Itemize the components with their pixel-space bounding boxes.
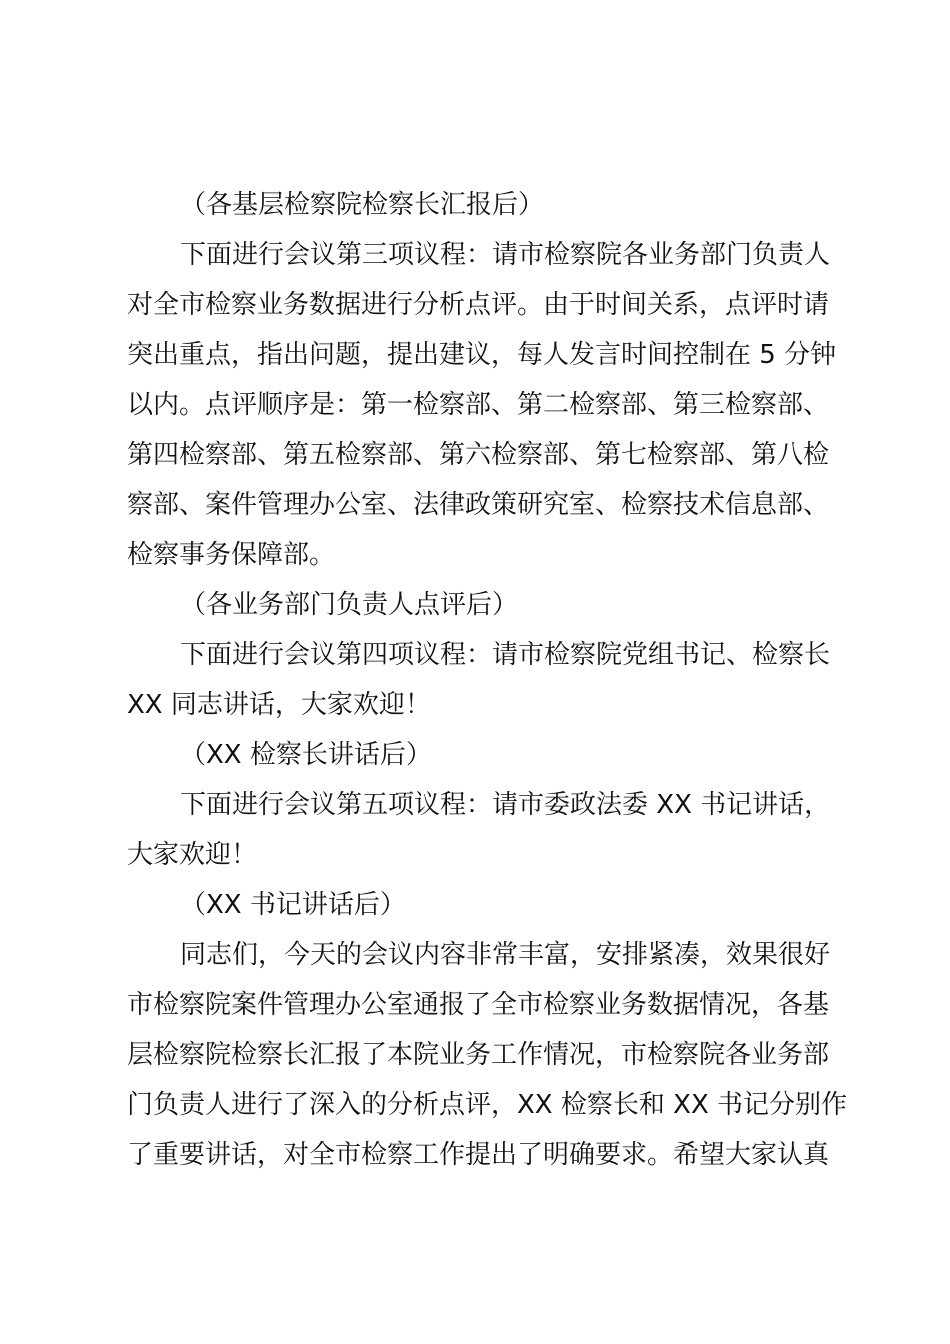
text-line: 察部、案件管理办公室、法律政策研究室、检察技术信息部、 [127, 490, 830, 520]
text-line: （各业务部门负责人点评后） [180, 590, 519, 620]
text-line: XX 同志讲话，大家欢迎！ [127, 690, 431, 720]
text-line: 下面进行会议第四项议程：请市检察院党组书记、检察长 [180, 640, 831, 670]
text-line: （各基层检察院检察长汇报后） [180, 190, 545, 220]
text-line: 下面进行会议第五项议程：请市委政法委 XX 书记讲话， [180, 790, 831, 820]
text-line: 层检察院检察长汇报了本院业务工作情况，市检察院各业务部 [127, 1040, 830, 1070]
text-line: 突出重点，指出问题，提出建议，每人发言时间控制在 5 分钟 [127, 340, 837, 370]
text-line: 同志们，今天的会议内容非常丰富，安排紧凑，效果很好 [180, 940, 831, 970]
text-line: 检察事务保障部。 [127, 540, 336, 570]
text-line: 第四检察部、第五检察部、第六检察部、第七检察部、第八检 [127, 440, 830, 470]
text-line: （XX 书记讲话后） [180, 890, 406, 920]
text-line: 下面进行会议第三项议程：请市检察院各业务部门负责人 [180, 240, 831, 270]
text-line: （XX 检察长讲话后） [180, 740, 432, 770]
text-line: 了重要讲话，对全市检察工作提出了明确要求。希望大家认真 [127, 1140, 830, 1170]
text-line: 门负责人进行了深入的分析点评，XX 检察长和 XX 书记分别作 [127, 1090, 848, 1120]
text-line: 对全市检察业务数据进行分析点评。由于时间关系，点评时请 [127, 290, 830, 320]
text-line: 以内。点评顺序是：第一检察部、第二检察部、第三检察部、 [127, 390, 830, 420]
text-line: 大家欢迎！ [127, 840, 258, 870]
text-line: 市检察院案件管理办公室通报了全市检察业务数据情况，各基 [127, 990, 830, 1020]
